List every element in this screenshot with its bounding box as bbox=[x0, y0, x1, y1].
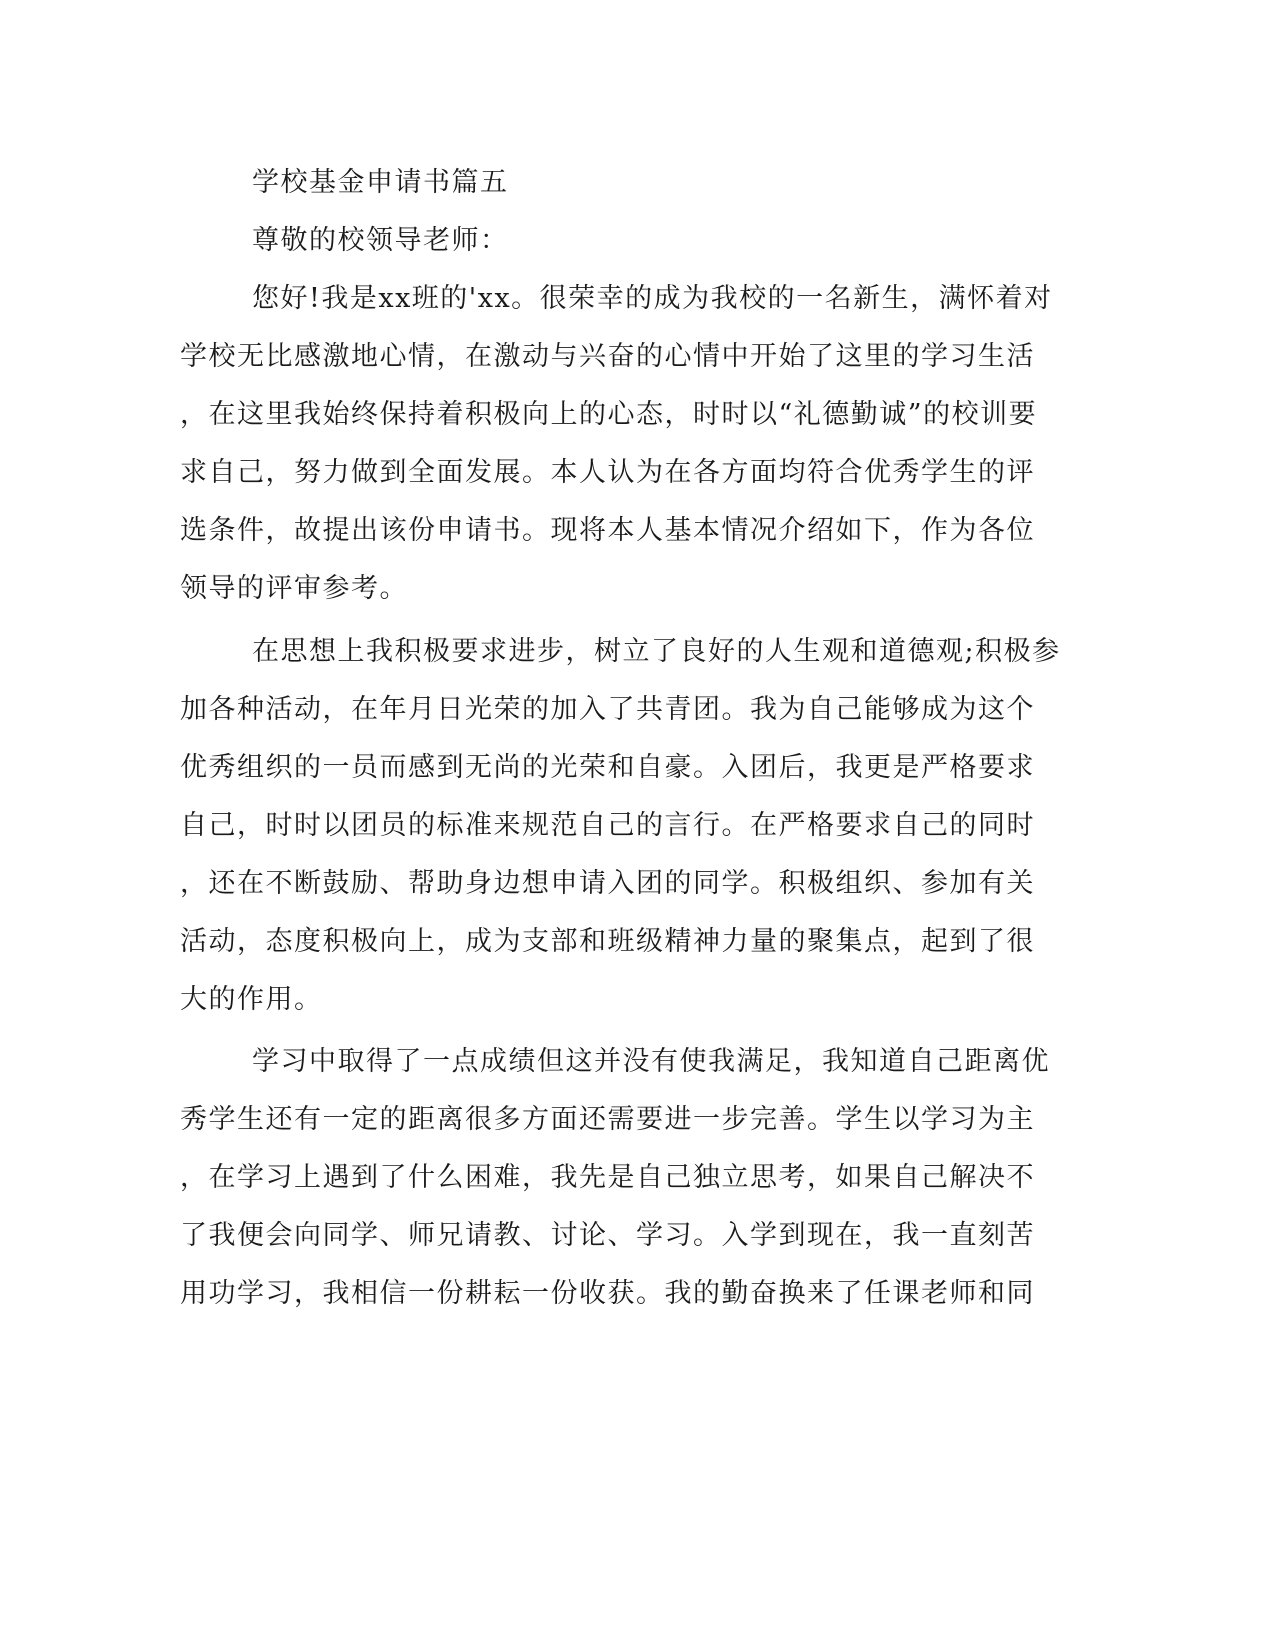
salutation: 尊敬的校领导老师： bbox=[252, 225, 509, 256]
paragraph-line: ，还在不断鼓励、帮助身边想申请入团的同学。积极组织、参加有关 bbox=[180, 868, 1035, 899]
paragraph-line: 活动，态度积极向上，成为支部和班级精神力量的聚集点，起到了很 bbox=[180, 926, 1035, 957]
document-heading: 学校基金申请书篇五 bbox=[252, 167, 509, 198]
paragraph-line: 求自己，努力做到全面发展。本人认为在各方面均符合优秀学生的评 bbox=[180, 457, 1035, 488]
paragraph-line: 优秀组织的一员而感到无尚的光荣和自豪。入团后，我更是严格要求 bbox=[180, 752, 1035, 783]
paragraph-line: 加各种活动，在年月日光荣的加入了共青团。我为自己能够成为这个 bbox=[180, 694, 1035, 725]
paragraph-line: 在思想上我积极要求进步，树立了良好的人生观和道德观;积极参 bbox=[252, 636, 1061, 667]
paragraph-line: 大的作用。 bbox=[180, 984, 323, 1015]
paragraph-line: 自己，时时以团员的标准来规范自己的言行。在严格要求自己的同时 bbox=[180, 810, 1035, 841]
paragraph-line: 了我便会向同学、师兄请教、讨论、学习。入学到现在，我一直刻苦 bbox=[180, 1220, 1035, 1251]
paragraph-line: 秀学生还有一定的距离很多方面还需要进一步完善。学生以学习为主 bbox=[180, 1104, 1035, 1135]
paragraph-line: 用功学习，我相信一份耕耘一份收获。我的勤奋换来了任课老师和同 bbox=[180, 1278, 1035, 1309]
paragraph-line: 您好!我是xx班的'xx。很荣幸的成为我校的一名新生，满怀着对 bbox=[252, 283, 1053, 314]
paragraph-line: ，在这里我始终保持着积极向上的心态，时时以“礼德勤诚”的校训要 bbox=[180, 399, 1038, 430]
paragraph-line: ，在学习上遇到了什么困难，我先是自己独立思考，如果自己解决不 bbox=[180, 1162, 1035, 1193]
paragraph-line: 领导的评审参考。 bbox=[180, 573, 408, 604]
paragraph-line: 选条件，故提出该份申请书。现将本人基本情况介绍如下，作为各位 bbox=[180, 515, 1035, 546]
paragraph-line: 学习中取得了一点成绩但这并没有使我满足，我知道自己距离优 bbox=[252, 1046, 1050, 1077]
paragraph-line: 学校无比感激地心情，在激动与兴奋的心情中开始了这里的学习生活 bbox=[180, 341, 1035, 372]
